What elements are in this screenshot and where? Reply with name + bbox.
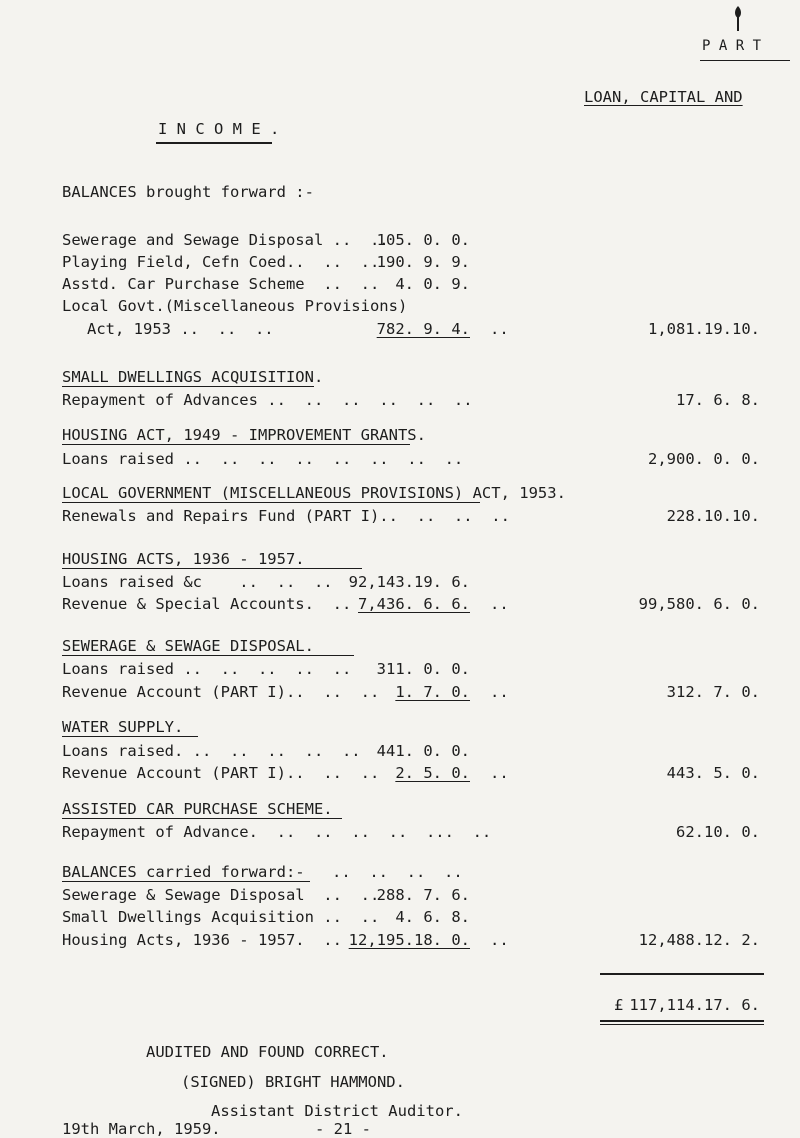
list-item-amount: 4. 6. 8. [395,908,470,926]
list-item-amount: 105. 0. 0. [376,231,470,249]
list-item-amount: 1. 7. 0. [395,683,470,701]
list-item: Housing Acts, 1936 - 1957. .. [62,931,342,949]
document-date: 19th March, 1959. [62,1120,221,1138]
heading-rule [62,568,362,569]
section-total: 312. 7. 0. [666,683,760,701]
signature-line: (SIGNED) BRIGHT HAMMOND. [181,1073,405,1091]
list-item: Asstd. Car Purchase Scheme .. .. [62,275,380,293]
section-total: 228.10.10. [666,507,760,525]
heading-rule [62,881,310,882]
section-heading: ASSISTED CAR PURCHASE SCHEME. [62,800,333,818]
currency-symbol: £ [614,996,624,1014]
total-rule-top [600,973,764,975]
list-item-amount: 441. 0. 0. [376,742,470,760]
part-rule [700,60,790,61]
section-total: 443. 5. 0. [666,764,760,782]
section-total: 2,900. 0. 0. [648,450,760,468]
leader-dots: .. [490,320,509,338]
list-item: Small Dwellings Acquisition .. .. [62,908,380,926]
section-heading: LOCAL GOVERNMENT (MISCELLANEOUS PROVISIONS) ACT, 1953. [62,484,566,502]
total-rule-bottom [600,1020,764,1022]
list-item: Revenue Account (PART I).. .. .. [62,683,380,701]
leader-dots: .. [490,764,509,782]
heading-rule [62,444,410,445]
list-item: Act, 1953 .. .. .. [87,320,274,338]
list-item: Revenue & Special Accounts. .. [62,595,352,613]
list-item: Loans raised .. .. .. .. .. .. .. .. [62,450,464,468]
list-item-amount: 7,436. 6. 6. [358,595,470,613]
section-heading: SEWERAGE & SEWAGE DISPOSAL. [62,637,314,655]
leader-dots: .. [490,683,509,701]
section-heading: HOUSING ACTS, 1936 - 1957. [62,550,305,568]
section-total: 99,580. 6. 0. [638,595,760,613]
leader-dots: .. .. .. .. [332,863,463,881]
list-item: Revenue Account (PART I).. .. .. [62,764,380,782]
list-item-amount: 92,143.19. 6. [348,573,470,591]
list-item-amount: 12,195.18. 0. [348,931,470,949]
leader-dots: .. [490,595,509,613]
section-subtitle: LOAN, CAPITAL AND [584,88,743,106]
list-item: Renewals and Repairs Fund (PART I).. .. .. .. [62,507,510,525]
heading-rule [62,818,342,819]
grand-total: 117,114.17. 6. [629,996,760,1014]
section-heading: WATER SUPPLY. [62,718,184,736]
income-rule [156,142,272,144]
list-item-amount: 190. 9. 9. [376,253,470,271]
heading-rule [62,736,198,737]
section-total: 17. 6. 8. [676,391,760,409]
section-total: 62.10. 0. [676,823,760,841]
total-rule-bottom-2 [600,1024,764,1025]
balances-bf-heading: BALANCES brought forward :- [62,183,314,201]
leader-dots: .. [490,931,509,949]
heading-rule [62,386,314,387]
list-item: Repayment of Advance. .. .. .. .. ... .. [62,823,492,841]
list-item: Loans raised .. .. .. .. .. [62,660,352,678]
list-item-amount: 288. 7. 6. [376,886,470,904]
list-item: Repayment of Advances .. .. .. .. .. .. [62,391,473,409]
heading-rule [62,655,354,656]
list-item: Sewerage and Sewage Disposal .. .. [62,231,389,249]
list-item: Sewerage & Sewage Disposal .. .. [62,886,380,904]
list-item-amount: 311. 0. 0. [376,660,470,678]
section-heading: HOUSING ACT, 1949 - IMPROVEMENT GRANTS. [62,426,426,444]
list-item: Playing Field, Cefn Coed.. .. .. [62,253,380,271]
section-heading: SMALL DWELLINGS ACQUISITION. [62,368,324,386]
signatory-role: Assistant District Auditor. [211,1102,463,1120]
part-heading: P A R T [702,38,762,54]
list-item-amount: 782. 9. 4. [376,320,470,338]
section-heading: BALANCES carried forward:- [62,863,305,881]
heading-rule [62,502,480,503]
list-item-amount: 4. 0. 9. [395,275,470,293]
page-number: - 21 - [315,1120,371,1138]
section-total: 12,488.12. 2. [638,931,760,949]
pen-mark-icon [730,4,746,32]
section-total: 1,081.19.10. [648,320,760,338]
audit-statement: AUDITED AND FOUND CORRECT. [146,1043,389,1061]
income-title: I N C O M E . [158,120,280,138]
list-item: Local Govt.(Miscellaneous Provisions) [62,297,408,315]
list-item-amount: 2. 5. 0. [395,764,470,782]
list-item: Loans raised. .. .. .. .. .. [62,742,361,760]
list-item: Loans raised &c .. .. .. [62,573,333,591]
